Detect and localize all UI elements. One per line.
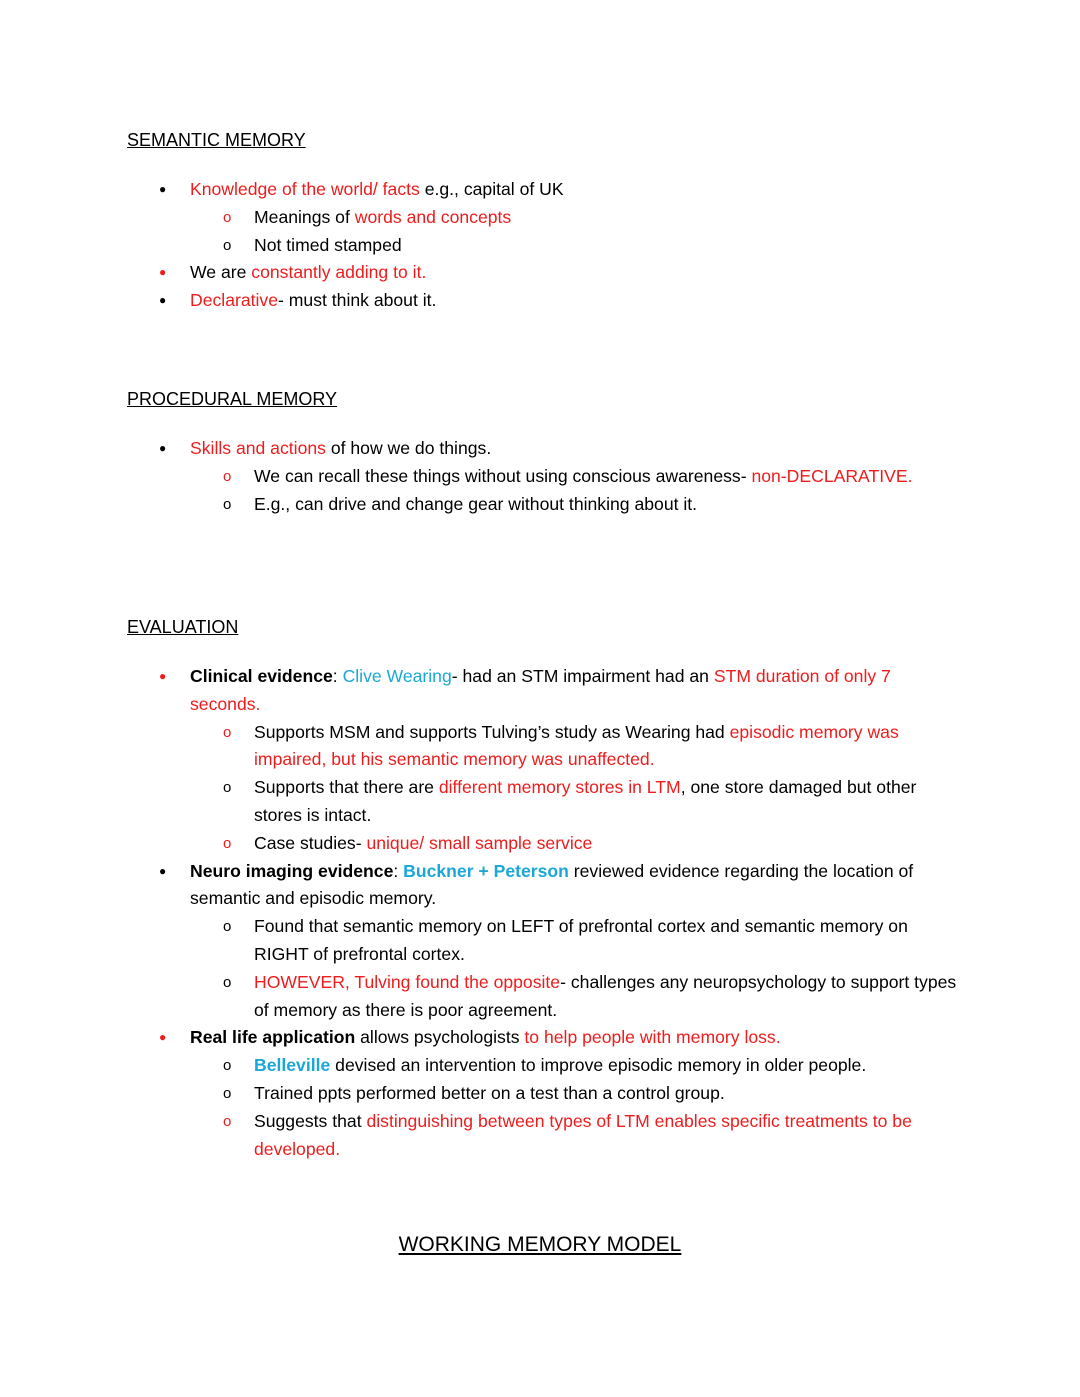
text-run: distinguishing between types of LTM enables specific treatments to be developed. [254, 1110, 912, 1159]
bullet-circle-icon: o [223, 1112, 232, 1130]
text-run: reviewed evidence regarding the location of semantic and episodic memory. [190, 860, 914, 909]
bullet-circle-icon: o [223, 236, 232, 254]
text-run: Meanings of [254, 206, 355, 227]
text-run: STM duration of only 7 seconds. [190, 666, 891, 714]
text-run: episodic memory was impaired, but his semantic memory was unaffected. [254, 721, 899, 770]
bullet-circle-icon: o [223, 779, 232, 797]
section-heading: EVALUATION [127, 617, 239, 637]
bullet-circle-icon: o [223, 834, 232, 852]
text-run: Clinical evidence [190, 666, 333, 686]
text-run: Declarative [190, 290, 279, 311]
bullet-circle-icon: o [223, 495, 232, 513]
text-run: Suggests that [254, 1110, 367, 1131]
sub-bullet-item [127, 774, 957, 830]
sub-bullet-item [127, 830, 957, 858]
text-run: E.g., can drive and change gear without thinking about it. [254, 493, 698, 514]
text-run: Clive Wearing [342, 666, 452, 686]
text-run: allows psychologists [355, 1027, 525, 1048]
bullet-item [127, 176, 957, 204]
bullet-circle-icon: o [223, 918, 232, 936]
bullet-item [127, 287, 957, 315]
bullet-item [127, 435, 957, 463]
text-run: Supports MSM and supports Tulving’s study as Wearing had [254, 721, 730, 742]
sub-bullet-item [127, 1080, 957, 1108]
text-run: We can recall these things without using conscious awareness- [254, 465, 752, 486]
text-run: constantly adding to it. [251, 262, 427, 283]
bullet-dot-icon: ● [159, 441, 167, 455]
text-run: Skills and actions [190, 438, 326, 458]
bullet-dot-icon: ● [159, 265, 167, 280]
section-heading: SEMANTIC MEMORY [127, 130, 306, 150]
section-evaluation [127, 613, 957, 1163]
bullet-item [127, 259, 957, 287]
bullet-circle-icon: o [223, 723, 232, 741]
bullet-item [127, 858, 957, 914]
text-run: Case studies- [254, 832, 367, 853]
sub-bullet-item [127, 232, 957, 260]
sub-bullet-item [127, 719, 957, 775]
bullet-dot-icon: ● [159, 182, 167, 196]
bullet-circle-icon: o [223, 208, 232, 226]
text-run: Buckner + Peterson [403, 860, 569, 881]
text-run: e.g., capital of UK [419, 179, 564, 199]
text-run: , one store damaged but other stores is intact. [254, 777, 917, 825]
bullet-circle-icon: o [223, 1084, 232, 1102]
text-run: Knowledge of the world/ facts [190, 179, 420, 199]
text-run: HOWEVER, Tulving found the opposite [254, 971, 561, 992]
sub-bullet-item [127, 969, 957, 1025]
page-title: WORKING MEMORY MODEL [398, 1233, 682, 1256]
text-run: Real life application [190, 1027, 356, 1048]
bullet-dot-icon: ● [159, 669, 167, 683]
bullet-circle-icon: o [223, 973, 232, 991]
bullet-dot-icon: ● [159, 863, 167, 878]
text-run: Trained ppts performed better on a test than a control group. [254, 1082, 725, 1103]
sub-bullet-item [127, 913, 957, 969]
sub-bullet-item [127, 1052, 957, 1080]
bullet-circle-icon: o [223, 1057, 232, 1075]
text-run: : [332, 666, 343, 686]
text-run: We are [190, 262, 252, 283]
text-run: : [393, 860, 404, 881]
text-run: Neuro imaging evidence [190, 860, 394, 881]
text-run: - challenges any neuropsychology to support types of memory as there is poor agreement. [254, 971, 957, 1020]
text-run: of how we do things. [325, 438, 492, 458]
sub-bullet-item [127, 491, 957, 519]
text-run: devised an intervention to improve episodic memory in older people. [330, 1055, 867, 1076]
bullet-item [127, 663, 957, 719]
section-semantic-memory [127, 126, 957, 315]
text-run: - had an STM impairment had an [451, 666, 714, 686]
text-run: Supports that there are [254, 777, 439, 798]
sub-bullet-item [127, 463, 957, 491]
section-heading: PROCEDURAL MEMORY [127, 389, 338, 409]
text-run: Belleville [254, 1055, 331, 1076]
text-run: words and concepts [354, 206, 512, 227]
bullet-dot-icon: ● [159, 1030, 167, 1045]
text-run: - must think about it. [278, 290, 437, 311]
bullet-dot-icon: ● [159, 293, 167, 308]
text-run: non-DECLARATIVE. [751, 465, 913, 486]
text-run: Found that semantic memory on LEFT of prefrontal cortex and semantic memory on RIGHT of prefrontal cortex. [254, 916, 908, 964]
sub-bullet-item [127, 1108, 957, 1164]
text-run: different memory stores in LTM [438, 777, 681, 798]
text-run: Not timed stamped [254, 234, 402, 255]
bullet-item [127, 1024, 957, 1052]
sub-bullet-item [127, 204, 957, 232]
bullet-circle-icon: o [223, 467, 232, 485]
text-run: to help people with memory loss. [524, 1027, 781, 1048]
text-run: unique/ small sample service [366, 832, 593, 853]
section-procedural-memory [127, 385, 957, 518]
